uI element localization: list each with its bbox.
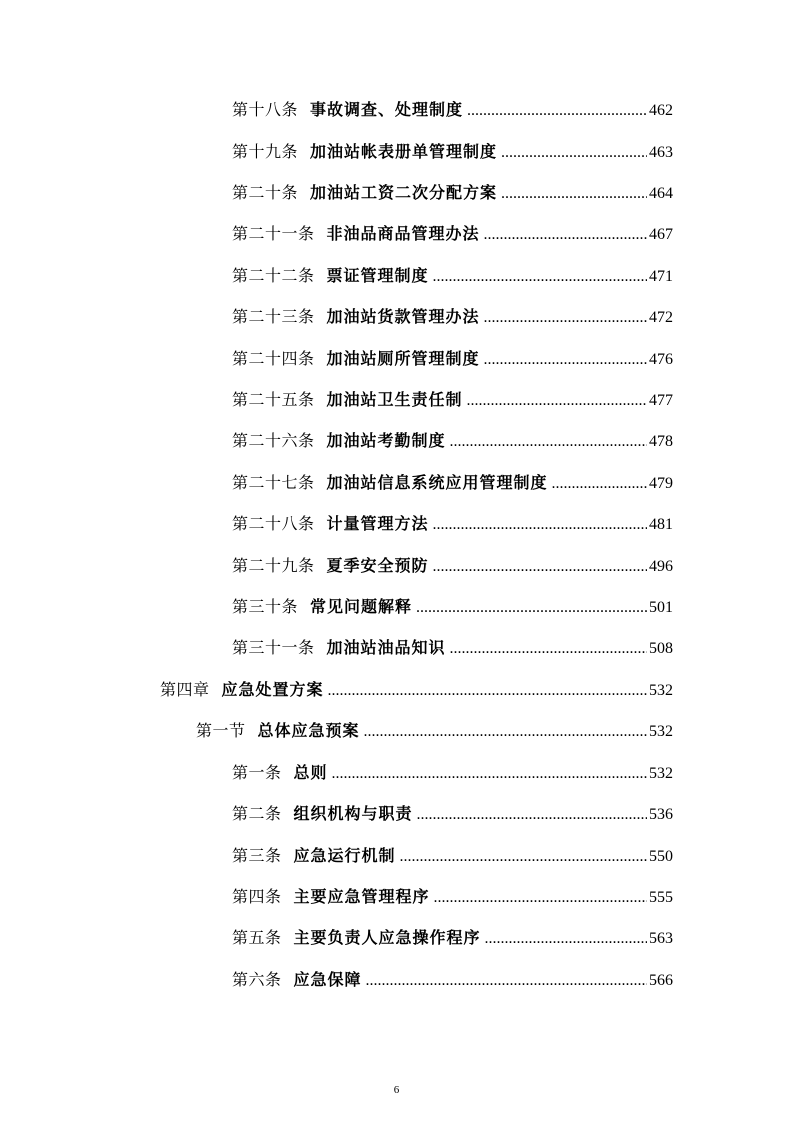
toc-entry-page: 462 [649, 102, 673, 119]
toc-dot-leader [366, 969, 647, 993]
toc-entry[interactable] [232, 968, 673, 992]
toc-dot-leader [400, 845, 647, 869]
toc-entry-title: 加油站油品知识 [326, 638, 446, 657]
toc-entry-page: 467 [649, 226, 673, 243]
toc-entry[interactable] [232, 388, 673, 412]
toc-section-entry[interactable] [196, 719, 673, 743]
toc-dot-leader [501, 182, 647, 206]
toc-entry[interactable] [232, 802, 673, 826]
toc-entry[interactable] [232, 98, 673, 122]
toc-entry[interactable] [232, 512, 673, 536]
toc-entry-title: 加油站厕所管理制度 [326, 349, 480, 368]
toc-dot-leader [450, 430, 647, 454]
toc-entry-number: 第三条 [232, 846, 282, 865]
toc-entry-title: 总则 [293, 763, 328, 782]
toc-entry-page: 566 [649, 972, 673, 989]
toc-dot-leader [416, 596, 647, 620]
toc-dot-leader [332, 762, 647, 786]
toc-entry-title: 非油品商品管理办法 [326, 224, 480, 243]
toc-entry-number: 第二十一条 [232, 224, 315, 243]
toc-dot-leader [484, 223, 647, 247]
toc-entry-title: 总体应急预案 [257, 721, 360, 740]
toc-dot-leader [434, 886, 647, 910]
toc-entry[interactable] [232, 926, 673, 950]
toc-entry-number: 第二十六条 [232, 431, 315, 450]
toc-dot-leader [467, 99, 647, 123]
toc-entry-title: 加油站信息系统应用管理制度 [326, 473, 548, 492]
toc-dot-leader [433, 265, 647, 289]
toc-entry[interactable] [232, 636, 673, 660]
toc-entry-number: 第六条 [232, 970, 282, 989]
toc-entry-title: 夏季安全预防 [326, 556, 429, 575]
toc-entry-page: 464 [649, 185, 673, 202]
toc-dot-leader [467, 389, 647, 413]
toc-dot-leader [484, 348, 647, 372]
toc-entry-title: 主要应急管理程序 [293, 887, 430, 906]
toc-entry-page: 478 [649, 433, 673, 450]
toc-entry-title: 加油站帐表册单管理制度 [310, 142, 498, 161]
toc-entry-title: 主要负责人应急操作程序 [293, 928, 481, 947]
toc-entry[interactable] [232, 264, 673, 288]
toc-entry-page: 476 [649, 351, 673, 368]
toc-dot-leader [552, 472, 647, 496]
toc-entry-page: 550 [649, 848, 673, 865]
toc-entry-title: 应急保障 [293, 970, 362, 989]
toc-entry-page: 501 [649, 599, 673, 616]
toc-entry-number: 第四章 [160, 680, 210, 699]
toc-dot-leader [433, 555, 647, 579]
toc-entry-title: 组织机构与职责 [293, 804, 413, 823]
toc-entry-page: 555 [649, 889, 673, 906]
toc-entry[interactable] [232, 347, 673, 371]
toc-entry[interactable] [232, 181, 673, 205]
toc-entry-page: 463 [649, 144, 673, 161]
toc-entry[interactable] [232, 222, 673, 246]
toc-entry[interactable] [232, 140, 673, 164]
toc-entry-title: 应急运行机制 [293, 846, 396, 865]
toc-entry-number: 第四条 [232, 887, 282, 906]
toc-entry-page: 508 [649, 640, 673, 657]
toc-entry-number: 第二十八条 [232, 514, 315, 533]
toc-entry-title: 事故调查、处理制度 [310, 100, 464, 119]
toc-entry-title: 加油站卫生责任制 [326, 390, 463, 409]
toc-entry-page: 536 [649, 806, 673, 823]
toc-dot-leader [501, 141, 647, 165]
page-number: 6 [393, 1084, 400, 1096]
toc-dot-leader [364, 720, 647, 744]
toc-entry[interactable] [232, 471, 673, 495]
toc-dot-leader [433, 513, 647, 537]
toc-entry-page: 532 [649, 723, 673, 740]
toc-entry-title: 加油站考勤制度 [326, 431, 446, 450]
toc-entry-page: 472 [649, 309, 673, 326]
toc-dot-leader [328, 679, 647, 703]
toc-entry-number: 第五条 [232, 928, 282, 947]
toc-entry[interactable] [232, 554, 673, 578]
toc-entry-number: 第二十二条 [232, 266, 315, 285]
toc-entry-page: 477 [649, 392, 673, 409]
toc-entry-title: 加油站工资二次分配方案 [310, 183, 498, 202]
toc-entry[interactable] [232, 844, 673, 868]
toc-dot-leader [484, 306, 647, 330]
toc-entry-page: 479 [649, 475, 673, 492]
toc-entry-number: 第二十条 [232, 183, 299, 202]
toc-dot-leader [417, 803, 647, 827]
toc-entry-title: 票证管理制度 [326, 266, 429, 285]
toc-entry-page: 563 [649, 930, 673, 947]
toc-entry-page: 532 [649, 682, 673, 699]
toc-entry-number: 第二十四条 [232, 349, 315, 368]
toc-dot-leader [485, 927, 647, 951]
toc-chapter-entry[interactable] [160, 678, 673, 702]
toc-entry-number: 第一条 [232, 763, 282, 782]
toc-entry[interactable] [232, 595, 673, 619]
toc-entry-title: 加油站货款管理办法 [326, 307, 480, 326]
toc-entry-number: 第一节 [196, 721, 246, 740]
toc-entry[interactable] [232, 429, 673, 453]
toc-entry-title: 常见问题解释 [310, 597, 413, 616]
toc-entry-number: 第二十九条 [232, 556, 315, 575]
toc-entry-page: 496 [649, 558, 673, 575]
toc-entry-number: 第三十条 [232, 597, 299, 616]
toc-entry-number: 第二条 [232, 804, 282, 823]
toc-entry-page: 471 [649, 268, 673, 285]
toc-entry-number: 第十八条 [232, 100, 299, 119]
toc-entry-title: 应急处置方案 [221, 680, 324, 699]
toc-entry-number: 第二十五条 [232, 390, 315, 409]
toc-entry[interactable] [232, 761, 673, 785]
toc-entry-page: 481 [649, 516, 673, 533]
toc-entry-number: 第二十七条 [232, 473, 315, 492]
toc-entry-number: 第二十三条 [232, 307, 315, 326]
toc-entry-number: 第三十一条 [232, 638, 315, 657]
toc-dot-leader [450, 637, 647, 661]
toc-entry[interactable] [232, 885, 673, 909]
toc-entry-page: 532 [649, 765, 673, 782]
toc-entry-number: 第十九条 [232, 142, 299, 161]
toc-entry[interactable] [232, 305, 673, 329]
toc-entry-title: 计量管理方法 [326, 514, 429, 533]
